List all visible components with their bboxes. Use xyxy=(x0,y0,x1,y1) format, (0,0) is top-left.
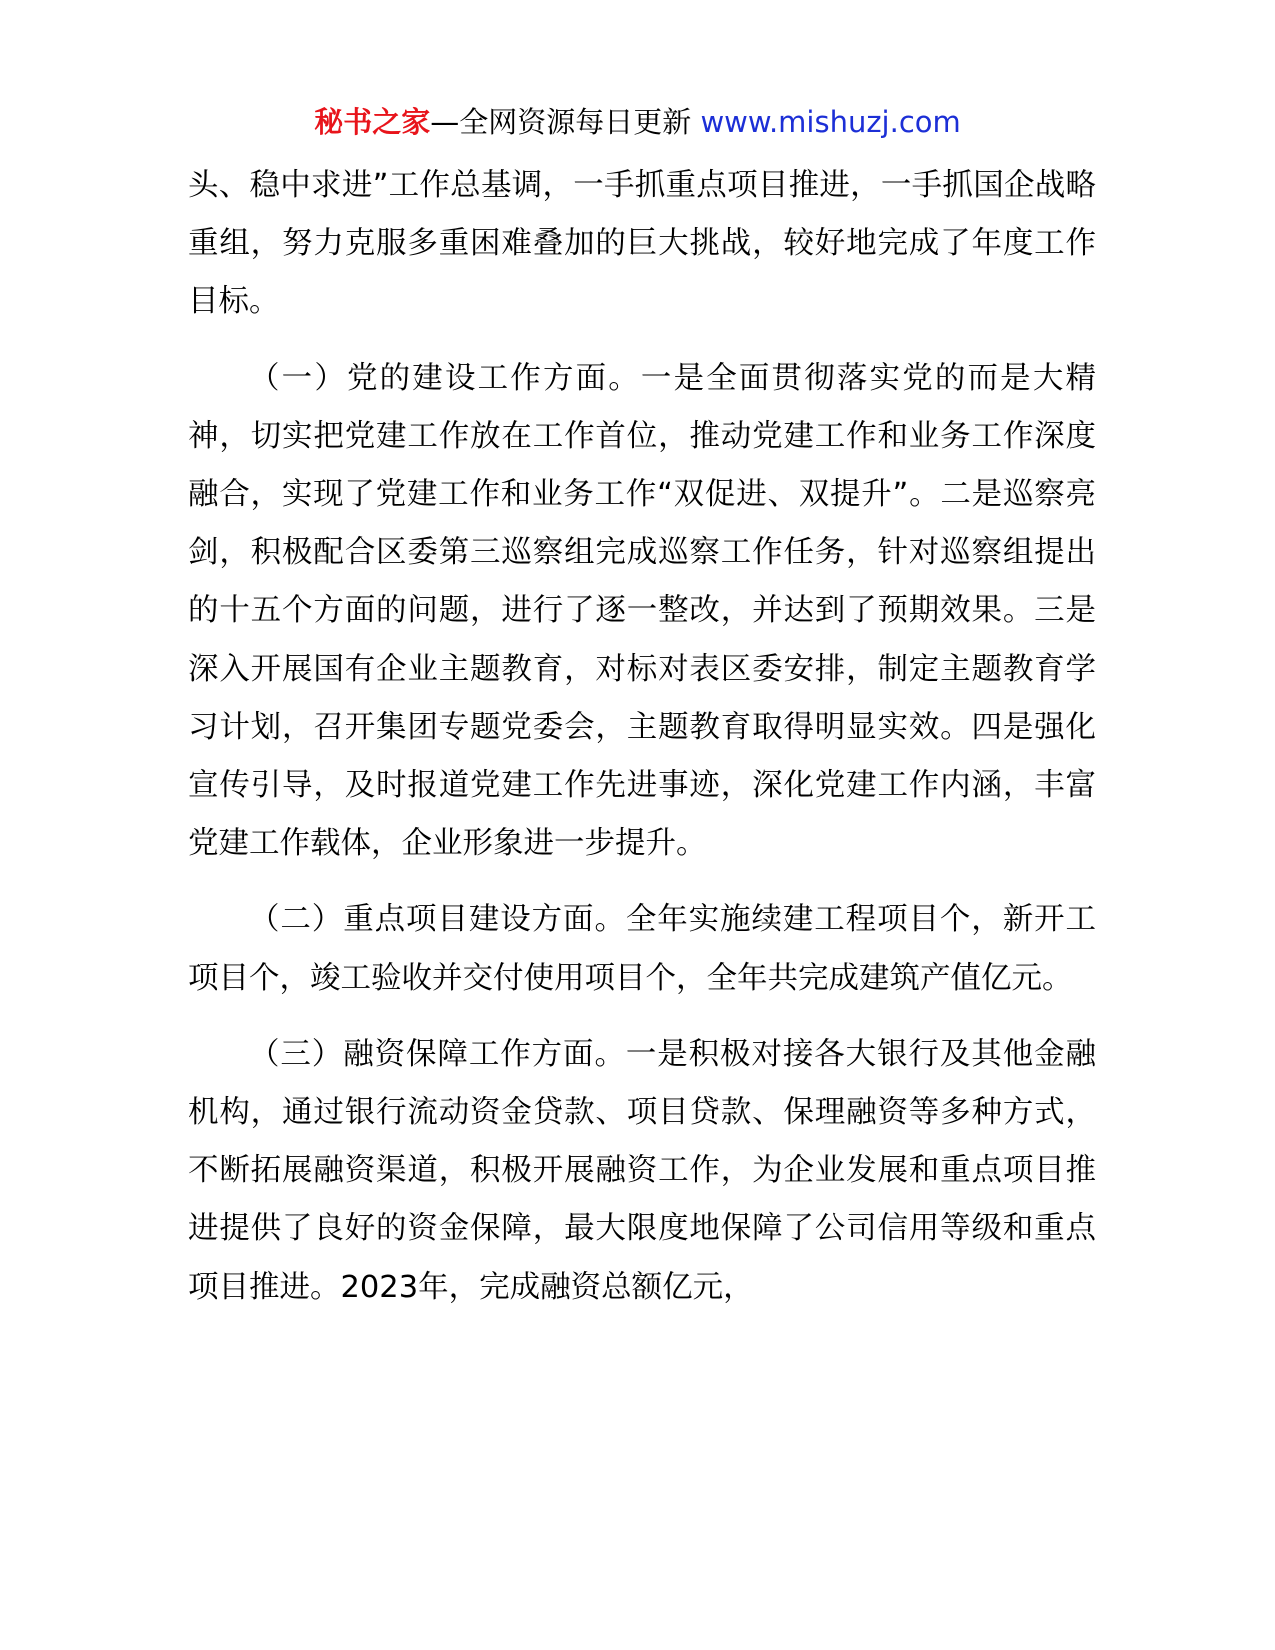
header-site-link[interactable]: www.mishuzj.com xyxy=(700,105,961,139)
paragraph-gap xyxy=(188,1008,1096,1026)
header-brand: 秘书之家 xyxy=(314,105,431,139)
header-tagline: —全网资源每日更新 xyxy=(430,105,692,139)
document-body xyxy=(188,157,1096,1317)
paragraph-party-building: （一）党的建设工作方面。一是全面贯彻落实党的而是大精神，切实把党建工作放在工作首位，推动党建工作和业务工作深度融合，实现了党建工作和业务工作“双促进、双提升”。二是巡察亮剑，积极配合区委第三巡察组完成巡察工作任务，针对巡察组提出的十五个方面的问题，进行了逐一整改，并达到了预期效果。三是深入开展国有企业主题教育，对标对表区委安排，制定主题教育学习计划，召开集团专题党委会，主题教育取得明显实效。四是强化宣传引导，及时报道党建工作先进事迹，深化党建工作内涵，丰富党建工作载体，企业形象进一步提升。 xyxy=(188,360,1096,862)
paragraph-continuation: 头、稳中求进”工作总基调，一手抓重点项目推进，一手抓国企战略重组，努力克服多重困难叠加的巨大挑战，较好地完成了年度工作目标。 xyxy=(188,168,1096,320)
paragraph-gap xyxy=(188,873,1096,891)
paragraph-gap xyxy=(188,332,1096,350)
paragraph-key-projects: （二）重点项目建设方面。全年实施续建工程项目个，新开工项目个，竣工验收并交付使用项目个，全年共完成建筑产值亿元。 xyxy=(188,902,1096,996)
page-header xyxy=(0,101,1275,143)
paragraph-financing: （三）融资保障工作方面。一是积极对接各大银行及其他金融机构，通过银行流动资金贷款、项目贷款、保理融资等多种方式，不断拓展融资渠道，积极开展融资工作，为企业发展和重点项目推进提供了良好的资金保障，最大限度地保障了公司信用等级和重点项目推进。2023年，完成融资总额亿元， xyxy=(188,1036,1096,1305)
